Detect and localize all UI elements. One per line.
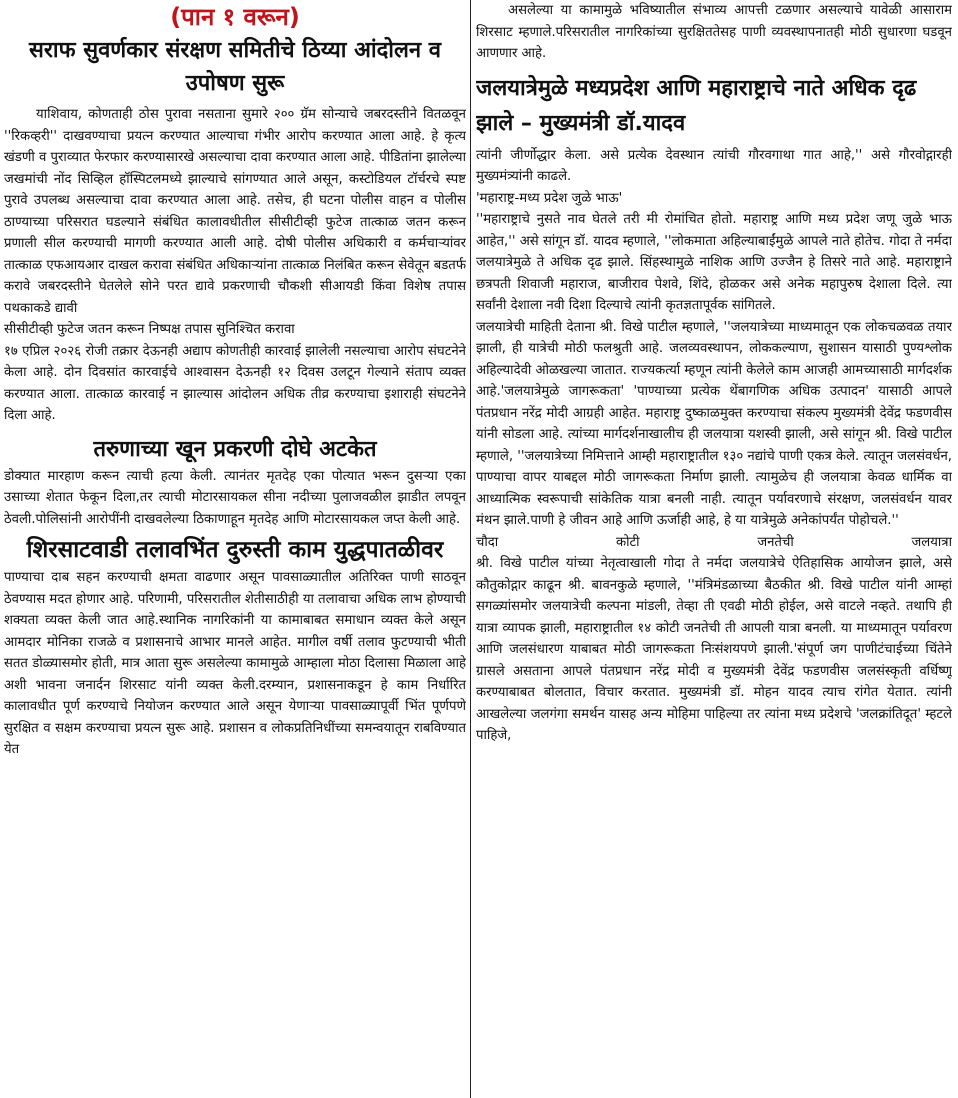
spread-word-3: जनतेची (757, 534, 794, 550)
jalyatra-paragraph-1: त्यांनी जीर्णोद्धार केला. असे प्रत्येक देवस्थान त्यांची गौरवगाथा गात आहे,'' असे गौरवोद्गारही मुख्यमंत्र्यांनी काढले. (476, 147, 952, 184)
headline-jalyatra-cm-yadav: जलयात्रेमुळे मध्यप्रदेश आणि महाराष्ट्राचे नाते अधिक दृढ झाले – मुख्यमंत्री डॉ.यादव (476, 75, 917, 136)
story1-paragraph-3: १७ एप्रिल २०२६ रोजी तक्रार देऊनही अद्याप कोणतीही कारवाई झालेली नसल्याचा आरोप संघटनेने केला आहे. दोन दिवसांत कारवाईचे आश्वासन देऊनही १२ दिवस उलटून गेल्याने संताप व्यक्त करण्यात आला. तात्काळ कारवाई न झाल्यास आंदोलन अधिक तीव्र करण्याचा इशाराही संघटनेने दिला आहे. (4, 343, 466, 423)
left-column (4, 0, 466, 1098)
spread-word-1: चौदा (476, 534, 499, 550)
right-column (476, 0, 952, 1098)
jalyatra-paragraph-4: श्री. विखे पाटील यांच्या नेतृत्वाखाली गोदा ते नर्मदा जलयात्रेचे ऐतिहासिक आयोजन झाले, असे कौतुकोद्गार काढून श्री. बावनकुळे म्हणाले, ''मंत्रिमंडळाच्या बैठकीत श्री. विखे पाटील यांनी आम्हां सगळ्यांसमोर जलयात्रेची कल्पना मांडली, तेव्हा ती एवढी मोठी होईल, असे वाटले नव्हते. तथापि ही यात्रा व्यापक झाली, महाराष्ट्रातील १४ कोटी जनतेची ती आपली यात्रा बनली. या माध्यमातून पर्यावरण आणि जलसंधारण याबाबत मोठी जागरूकता निःसंशयपणे झाली.'संपूर्ण जग पाणीटंचाईच्या चिंतेने ग्रासले असताना आपले पंतप्रधान नरेंद्र मोदी व मुख्यमंत्री देवेंद्र फडणवीस जलसंस्कृती वर्धिष्णू करण्याबाबत बोलतात, विचार करतात. मुख्यमंत्री डॉ. मोहन यादव त्याच रांगेत येतात. त्यांनी आखलेल्या जलगंगा समर्थन यासह अन्य मोहिमा पाहिल्या तर त्यांना मध्य प्रदेशचे 'जलक्रांतिदूत' म्हटले पाहिजे, (476, 556, 952, 743)
story2-paragraph-1: डोक्यात मारहाण करून त्याची हत्या केली. त्यानंतर मृतदेह एका पोत्यात भरून दुसऱ्या एका उसाच्या शेतात फेकून दिला,तर त्याची मोटारसायकल सीना नदीच्या पुलाजवळील झाडीत लपवून ठेवली.पोलिसांनी आरोपींनी दाखवलेल्या ठिकाणाहून मृतदेह आणि मोटारसायकल जप्त केली आहे. (4, 468, 466, 527)
carryover-paragraph: असलेल्या या कामामुळे भविष्यातील संभाव्य आपत्ती टळणार असल्याचे यावेळी आसाराम शिरसाट म्हणाले.परिसरातील नागरिकांच्या सुरक्षिततेसह पाणी व्यवस्थापनातही मोठी सुधारणा घडवून आणणार आहे. (476, 3, 952, 61)
story1-paragraph-1: याशिवाय, कोणताही ठोस पुरावा नसताना सुमारे २०० ग्रॅम सोन्याचे जबरदस्तीने वितळवून ''रिकव्हरी'' दाखवण्याचा प्रयत्न करण्यात आल्याचा गंभीर आरोप करण्यात आला आहे. हे कृत्य खंडणी व पुराव्यात फेरफार करण्यासारखे असल्याचा दावा करण्यात आला आहे. पीडितांना झालेल्या जखमांची नोंद सिव्हिल हॉस्पिटलमध्ये झाल्याचे सांगण्यात आले असून, कस्टोडियल टॉर्चरचे स्पष्ट पुरावे उपलब्ध असल्याचा दावा करण्यात आला आहे. तसेच, ही घटना पोलीस वाहन व पोलीस ठाण्याच्या परिसरात घडल्याने संबंधित कालावधीतील सीसीटीव्ही फुटेज तात्काळ जतन करून प्रणाली सील करण्याची मागणी करण्यात आली आहे. दोषी पोलीस अधिकारी व कर्मचाऱ्यांवर तात्काळ एफआयआर दाखल करावा संबंधित अधिकाऱ्यांना तात्काळ निलंबित करून सेवेतून बडतर्फ करावे जबरदस्तीने घेतलेले सोने परत द्यावे प्रकरणाची चौकशी सीआयडी किंवा विशेष तपास पथकाकडे द्यावी (4, 107, 466, 316)
headline-saraf-agitation: सराफ सुवर्णकार संरक्षण समितीचे ठिय्या आंदोलन व उपोषण सुरू (29, 38, 441, 96)
story1-paragraph-2: सीसीटीव्ही फुटेज जतन करून निष्पक्ष तपास सुनिश्चित करावा (4, 322, 295, 337)
continued-from-page-1: (पान १ वरून) (170, 3, 300, 31)
jalyatra-spread-line (476, 532, 952, 554)
jalyatra-paragraph-3: जलयात्रेची माहिती देताना श्री. विखे पाटील म्हणाले, ''जलयात्रेच्या माध्यमातून एक लोकचळवळ तयार झाली, ही यात्रेची मोठी फलश्रुती आहे. जलव्यवस्थापन, लोककल्याण, सुशासन यासाठी पुण्यश्लोक अहिल्यादेवी ओळखल्या जातात. राज्यकर्त्या म्हणून त्यांनी केलेले काम आजही आमच्यासाठी मार्गदर्शक आहे.'जलयात्रेमुळे जागरूकता' 'पाण्याच्या प्रत्येक थेंबागणिक अधिक उत्पादन' यासाठी आपले पंतप्रधान नरेंद्र मोदी आग्रही आहेत. महाराष्ट्र दुष्काळमुक्त करण्याचा संकल्प मुख्यमंत्री देवेंद्र फडणवीस यांनी सोडला आहे. त्यांच्या मार्गदर्शनाखालीच ही जलयात्रा यशस्वी झाली, असे सांगून श्री. विखे पाटील म्हणाले, ''जलयात्रेच्या निमित्ताने आम्ही महाराष्ट्रातील १३० नद्यांचे पाणी एकत्र केले. त्यातून जलसंवर्धन, पाण्याचा वापर याबद्दल मोठी जागरूकता निर्माण झाली. त्यामुळेच ही जलयात्रा केवळ धार्मिक वा आध्यात्मिक स्वरूपाची सांकेतिक यात्रा बनली नाही. त्यातून पर्यावरणाचे संरक्षण, जलसंवर्धन यावर मंथन झाले.पाणी हे जीवन आहे आणि ऊर्जाही आहे, हे या यात्रेमुळे अनेकांपर्यंत पोहोचले.'' (476, 319, 952, 528)
headline-shirsatwadi-dam-wall: शिरसाटवाडी तलावभिंत दुरुस्ती काम युद्धपातळीवर (26, 537, 444, 563)
story3-paragraph-1: पाण्याचा दाब सहन करण्याची क्षमता वाढणार असून पावसाळ्यातील अतिरिक्त पाणी साठवून ठेवण्यास मदत होणार आहे. परिणामी, परिसरातील शेतीसाठीही या तलावाचा अधिक लाभ होण्याची शक्यता व्यक्त केली जात आहे.स्थानिक नागरिकांनी या कामाबाबत समाधान व्यक्त केले असून आमदार मोनिका राजळे व प्रशासनाचे आभार मानले आहेत. मागील वर्षी तलाव फुटण्याची भीती सतत डोळ्यासमोर होती, मात्र आता सुरू असलेल्या कामामुळे आम्हाला मोठा दिलासा मिळाला आहे अशी भावना जनार्दन शिरसाट यांनी व्यक्त केली.दरम्यान, प्रशासनाकडून हे काम निर्धारित कालावधीत पूर्ण करण्याचे नियोजन करण्यात आले असून येणाऱ्या पावसाळ्यापूर्वी भिंत पूर्णपणे सुरक्षित व सक्षम करण्याचा प्रयत्न सुरू आहे. प्रशासन व लोकप्रतिनिधींच्या समन्वयातून राबविण्यात येत (4, 570, 466, 757)
headline-murder-arrest: तरुणाच्या खून प्रकरणी दोघे अटकेत (93, 436, 377, 462)
jalyatra-subhead-twin-brothers: 'महाराष्ट्र-मध्य प्रदेश जुळे भाऊ' (476, 190, 623, 206)
jalyatra-paragraph-2: ''महाराष्ट्राचे नुसते नाव घेतले तरी मी रोमांचित होतो. महाराष्ट्र आणि मध्य प्रदेश जणू जुळे भाऊ आहेत,'' असे सांगून डॉ. यादव म्हणाले, ''लोकमाता अहिल्याबाईंमुळे आपले नाते होतेच. गोदा ते नर्मदा जलयात्रेमुळे ते अधिक दृढ झाले. सिंहस्थामुळे नाशिक आणि उज्जैन हे तिसरे नाते आहे. महाराष्ट्राने छत्रपती शिवाजी महाराज, बाजीराव पेशवे, शिंदे, होळकर असे अनेक महापुरुष देशाला दिले. त्या सर्वांनी देशाला नवी दिशा दिल्याचे त्यांनी कृतज्ञतापूर्वक सांगितले. (476, 212, 952, 313)
spread-word-2: कोटी (615, 534, 640, 550)
column-divider (470, 0, 471, 1098)
spread-word-4: जलयात्रा (911, 534, 952, 550)
